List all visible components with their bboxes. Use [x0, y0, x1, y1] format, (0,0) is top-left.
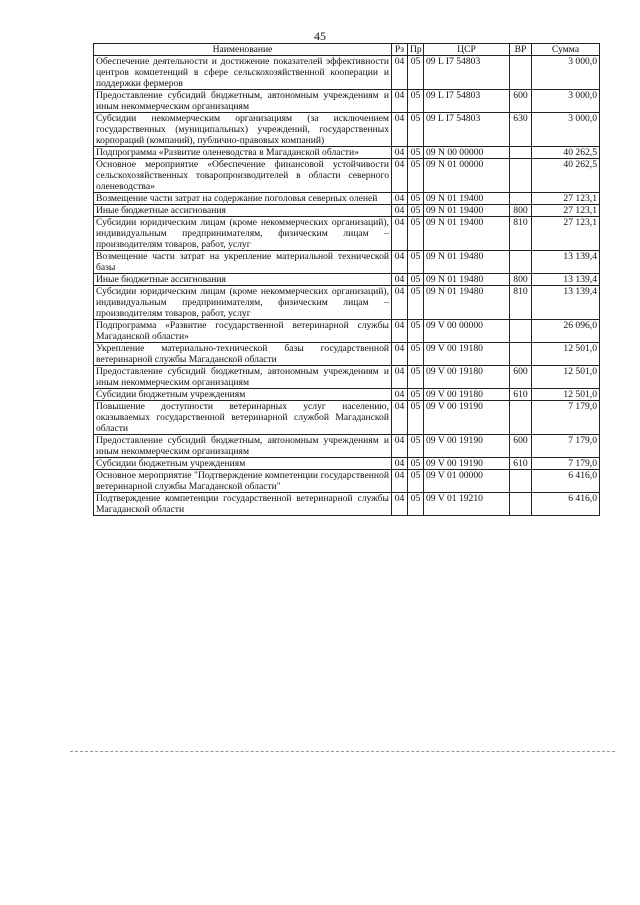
row-sum: 6 416,0 [532, 470, 600, 493]
row-sum: 26 096,0 [532, 320, 600, 343]
row-csr: 09 L I7 54803 [424, 113, 510, 147]
table-row [94, 159, 600, 193]
row-rz: 04 [392, 320, 408, 343]
table-row [94, 251, 600, 274]
row-name: Укрепление материально-технической базы государственной ветеринарной службы Магаданской области [94, 343, 392, 366]
row-csr: 09 N 01 00000 [424, 159, 510, 193]
row-name: Повышение доступности ветеринарных услуг населению, оказываемых государственной ветеринарной службой Магаданской области [94, 401, 392, 435]
row-rz: 04 [392, 193, 408, 205]
row-vr [510, 159, 532, 193]
row-vr [510, 470, 532, 493]
row-vr [510, 493, 532, 516]
row-csr: 09 V 01 19210 [424, 493, 510, 516]
row-sum: 13 139,4 [532, 274, 600, 286]
row-name: Основное мероприятие «Обеспечение финансовой устойчивости сельскохозяйственных товаропроизводителей в области северного оленеводства» [94, 159, 392, 193]
row-csr: 09 N 01 19480 [424, 286, 510, 320]
table-row [94, 435, 600, 458]
row-pr: 05 [408, 286, 424, 320]
row-rz: 04 [392, 217, 408, 251]
row-rz: 04 [392, 159, 408, 193]
row-csr: 09 N 01 19480 [424, 251, 510, 274]
row-csr: 09 V 01 00000 [424, 470, 510, 493]
header-csr: ЦСР [424, 44, 510, 56]
row-vr [510, 343, 532, 366]
row-csr: 09 V 00 19190 [424, 401, 510, 435]
table-row [94, 286, 600, 320]
row-name: Подпрограмма «Развитие государственной ветеринарной службы Магаданской области» [94, 320, 392, 343]
table-row [94, 343, 600, 366]
row-vr [510, 56, 532, 90]
row-name: Предоставление субсидий бюджетным, автономным учреждениям и иным некоммерческим организациям [94, 366, 392, 389]
row-name: Основное мероприятие "Подтверждение компетенции государственной ветеринарной службы Магаданской области" [94, 470, 392, 493]
row-name: Обеспечение деятельности и достижение показателей эффективности центров компетенций в сфере сельскохозяйственной кооперации и поддержки фермеров [94, 56, 392, 90]
row-csr: 09 V 00 00000 [424, 320, 510, 343]
row-sum: 27 123,1 [532, 193, 600, 205]
row-pr: 05 [408, 90, 424, 113]
row-sum: 3 000,0 [532, 90, 600, 113]
row-vr: 810 [510, 217, 532, 251]
row-csr: 09 L I7 54803 [424, 90, 510, 113]
row-vr [510, 193, 532, 205]
row-csr: 09 N 01 19400 [424, 193, 510, 205]
page-number: 45 [314, 29, 326, 43]
row-pr: 05 [408, 435, 424, 458]
row-csr: 09 N 00 00000 [424, 147, 510, 159]
row-pr: 05 [408, 389, 424, 401]
table-row [94, 205, 600, 217]
row-vr: 810 [510, 286, 532, 320]
row-pr: 05 [408, 401, 424, 435]
row-vr: 630 [510, 113, 532, 147]
row-rz: 04 [392, 56, 408, 90]
row-pr: 05 [408, 458, 424, 470]
row-pr: 05 [408, 205, 424, 217]
row-rz: 04 [392, 493, 408, 516]
row-csr: 09 L I7 54803 [424, 56, 510, 90]
row-name: Предоставление субсидий бюджетным, автономным учреждениям и иным некоммерческим организациям [94, 90, 392, 113]
row-csr: 09 V 00 19180 [424, 343, 510, 366]
row-sum: 12 501,0 [532, 389, 600, 401]
row-pr: 05 [408, 343, 424, 366]
row-pr: 05 [408, 56, 424, 90]
row-rz: 04 [392, 435, 408, 458]
table-row [94, 274, 600, 286]
row-pr: 05 [408, 493, 424, 516]
table-body [94, 56, 600, 516]
row-csr: 09 V 00 19190 [424, 458, 510, 470]
row-vr: 800 [510, 274, 532, 286]
row-vr: 600 [510, 366, 532, 389]
row-csr: 09 V 00 19180 [424, 366, 510, 389]
header-rz: Рз [392, 44, 408, 56]
row-sum: 3 000,0 [532, 113, 600, 147]
table-row [94, 193, 600, 205]
header-sum: Сумма [532, 44, 600, 56]
row-csr: 09 V 00 19190 [424, 435, 510, 458]
table-row [94, 366, 600, 389]
row-pr: 05 [408, 217, 424, 251]
footer-divider [70, 751, 615, 752]
table-row [94, 147, 600, 159]
row-name: Субсидии бюджетным учреждениям [94, 458, 392, 470]
row-name: Иные бюджетные ассигнования [94, 205, 392, 217]
row-sum: 7 179,0 [532, 401, 600, 435]
row-name: Субсидии юридическим лицам (кроме некоммерческих организаций), индивидуальным предпринимателям, физическим лицам – производителям товаров, работ, услуг [94, 286, 392, 320]
row-rz: 04 [392, 113, 408, 147]
row-vr [510, 251, 532, 274]
row-csr: 09 V 00 19180 [424, 389, 510, 401]
row-rz: 04 [392, 274, 408, 286]
row-sum: 40 262,5 [532, 147, 600, 159]
table-row [94, 470, 600, 493]
row-sum: 7 179,0 [532, 458, 600, 470]
row-sum: 13 139,4 [532, 286, 600, 320]
row-name: Субсидии некоммерческим организациям (за исключением государственных (муниципальных) учреждений, государственных корпораций (компаний), публично-правовых компаний) [94, 113, 392, 147]
row-sum: 27 123,1 [532, 217, 600, 251]
row-rz: 04 [392, 458, 408, 470]
row-pr: 05 [408, 147, 424, 159]
budget-table [93, 43, 600, 516]
row-rz: 04 [392, 90, 408, 113]
row-pr: 05 [408, 274, 424, 286]
header-pr: Пр [408, 44, 424, 56]
row-csr: 09 N 01 19480 [424, 274, 510, 286]
table-row [94, 90, 600, 113]
table-row [94, 401, 600, 435]
row-pr: 05 [408, 193, 424, 205]
row-name: Субсидии юридическим лицам (кроме некоммерческих организаций), индивидуальным предпринимателям, физическим лицам – производителям товаров, работ, услуг [94, 217, 392, 251]
row-pr: 05 [408, 159, 424, 193]
row-rz: 04 [392, 366, 408, 389]
row-name: Иные бюджетные ассигнования [94, 274, 392, 286]
table-row [94, 320, 600, 343]
row-rz: 04 [392, 251, 408, 274]
row-sum: 13 139,4 [532, 251, 600, 274]
row-rz: 04 [392, 343, 408, 366]
row-pr: 05 [408, 470, 424, 493]
row-name: Подтверждение компетенции государственной ветеринарной службы Магаданской области [94, 493, 392, 516]
row-pr: 05 [408, 366, 424, 389]
row-sum: 12 501,0 [532, 343, 600, 366]
row-rz: 04 [392, 389, 408, 401]
row-vr [510, 401, 532, 435]
row-vr: 610 [510, 458, 532, 470]
row-sum: 27 123,1 [532, 205, 600, 217]
table-row [94, 113, 600, 147]
row-sum: 12 501,0 [532, 366, 600, 389]
row-vr [510, 320, 532, 343]
row-vr: 800 [510, 205, 532, 217]
row-sum: 6 416,0 [532, 493, 600, 516]
row-name: Возмещение части затрат на содержание поголовья северных оленей [94, 193, 392, 205]
row-pr: 05 [408, 251, 424, 274]
row-rz: 04 [392, 401, 408, 435]
row-name: Субсидии бюджетным учреждениям [94, 389, 392, 401]
row-rz: 04 [392, 286, 408, 320]
header-vr: ВР [510, 44, 532, 56]
table-header-row [94, 44, 600, 56]
table-row [94, 458, 600, 470]
row-pr: 05 [408, 320, 424, 343]
row-vr: 600 [510, 90, 532, 113]
row-vr: 600 [510, 435, 532, 458]
row-vr: 610 [510, 389, 532, 401]
table-row [94, 56, 600, 90]
row-csr: 09 N 01 19400 [424, 205, 510, 217]
row-vr [510, 147, 532, 159]
table-row [94, 493, 600, 516]
row-rz: 04 [392, 470, 408, 493]
row-name: Возмещение части затрат на укрепление материальной технической базы [94, 251, 392, 274]
row-sum: 3 000,0 [532, 56, 600, 90]
row-rz: 04 [392, 147, 408, 159]
table-row [94, 217, 600, 251]
row-sum: 40 262,5 [532, 159, 600, 193]
table-row [94, 389, 600, 401]
row-name: Предоставление субсидий бюджетным, автономным учреждениям и иным некоммерческим организациям [94, 435, 392, 458]
row-sum: 7 179,0 [532, 435, 600, 458]
header-name: Наименование [94, 44, 392, 56]
row-pr: 05 [408, 113, 424, 147]
row-name: Подпрограмма «Развитие оленеводства в Магаданской области» [94, 147, 392, 159]
row-csr: 09 N 01 19400 [424, 217, 510, 251]
row-rz: 04 [392, 205, 408, 217]
